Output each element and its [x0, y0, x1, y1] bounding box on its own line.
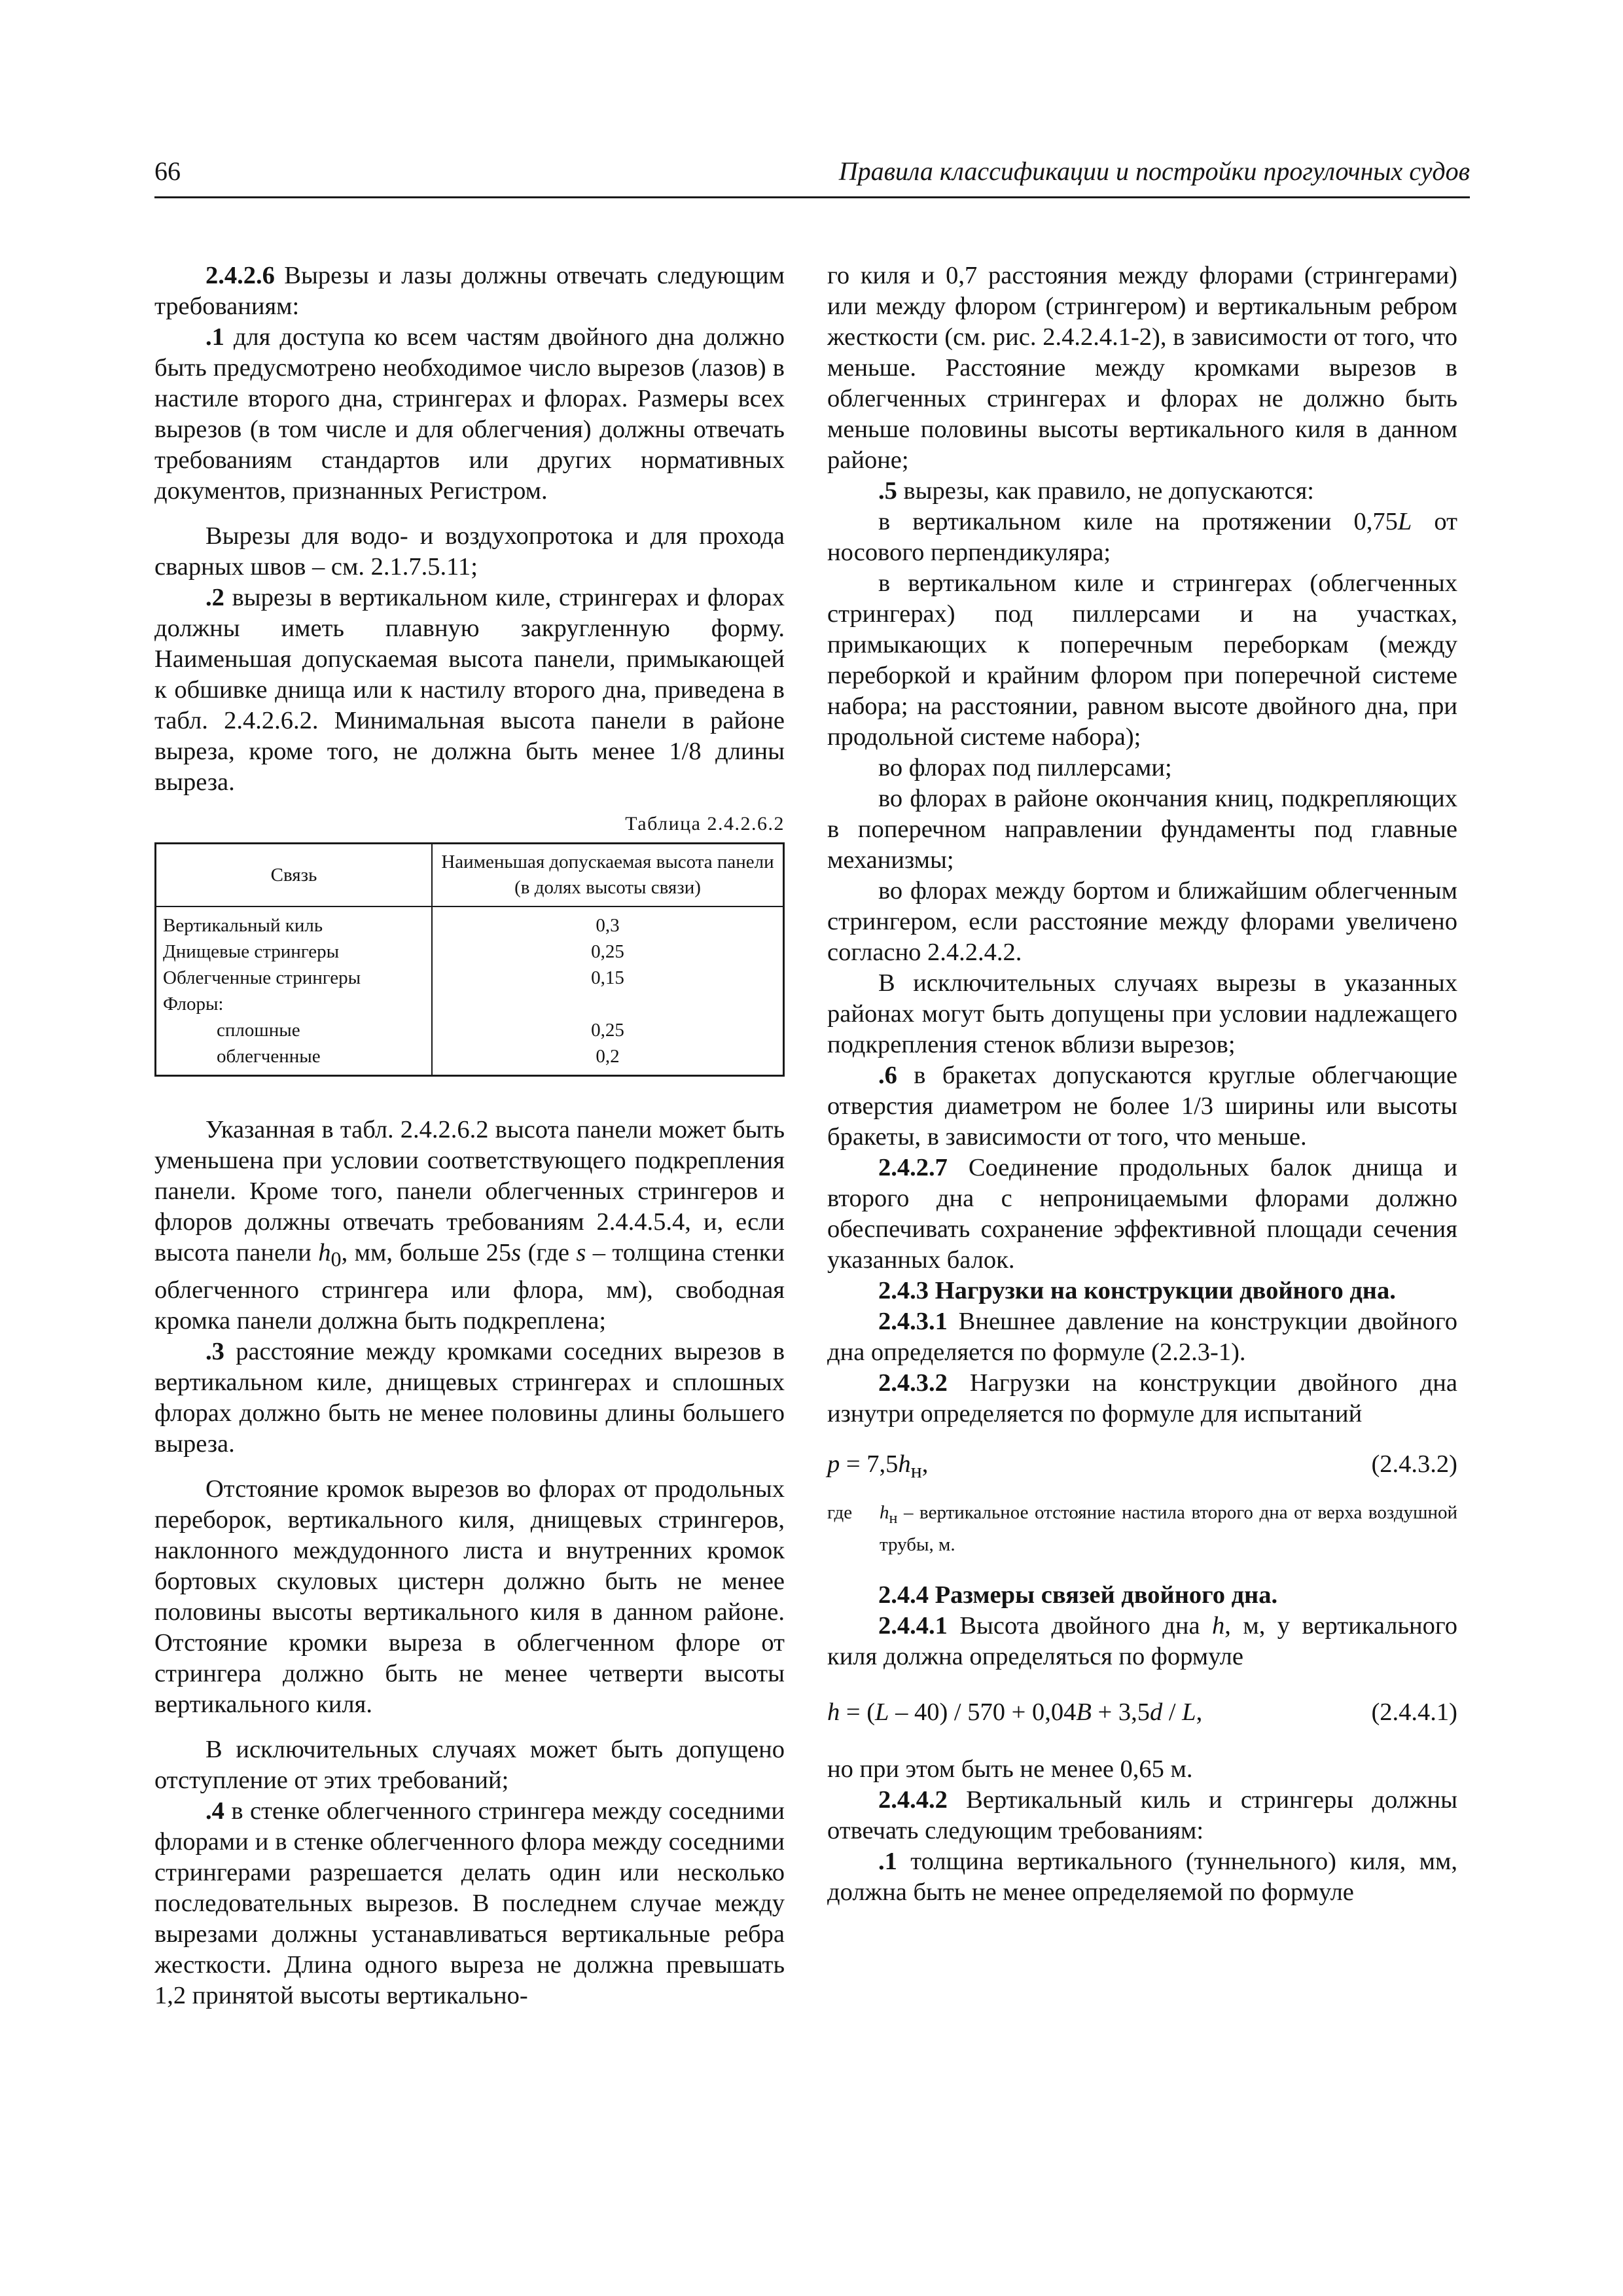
- paragraph: Отстояние кромок вырезов во флорах от продольных переборок, вертикального киля, днищевых стрингеров, наклонного междудонного листа и внутренних кромок бортовых скуловых цистерн должно быть не менее половины высоты вертикального киля в данном районе. Отстояние кромки выреза в облегченном флоре от стрингера должно быть не менее четверти высоты вертикального киля.: [154, 1475, 785, 1718]
- paragraph: в вертикальном киле и стрингерах (облегченных стрингерах) под пиллерсами и на участках, примыкающих к поперечным переборкам (между переборкой и крайним флором при поперечной системе набора; на расстоянии, равном высоте двойного дна, при продольной системе набора);: [827, 569, 1457, 751]
- page-number: 66: [154, 156, 181, 186]
- clause-number: 2.4.2.6: [205, 262, 275, 289]
- table-row: Днищевые стрингеры 0,25: [156, 939, 784, 965]
- item-number: .4: [205, 1797, 224, 1825]
- item-number: .1: [878, 1847, 897, 1875]
- paragraph: .1 толщина вертикального (туннельного) киля, мм, должна быть не менее определяемой по формуле: [827, 1847, 1457, 1906]
- item-number: .1: [205, 323, 224, 351]
- paragraph: во флорах между бортом и ближайшим облегченным стрингером, если расстояние между флорами увеличено согласно 2.4.2.4.2.: [827, 877, 1457, 966]
- table-row: облегченные 0,2: [156, 1043, 784, 1076]
- running-title: Правила классификации и постройки прогулочных судов: [838, 156, 1470, 186]
- paragraph: го киля и 0,7 расстояния между флорами (стрингерами) или между флором (стрингером) и вертикальным ребром жесткости (см. рис. 2.4.2.4.1-2), в зависимости от того, что меньше. Расстояние между кромками вырезов в облегченных стрингерах и флорах не должно быть меньше половины высоты вертикального киля в данном районе;: [827, 262, 1457, 474]
- item-number: .5: [878, 477, 897, 505]
- table-caption: Таблица 2.4.2.6.2: [625, 813, 785, 834]
- page-header: [154, 156, 1470, 198]
- paragraph: .5 вырезы, как правило, не допускаются:: [878, 477, 1315, 505]
- paragraph: .1 для доступа ко всем частям двойного дна должно быть предусмотрено необходимое число вырезов (лазов) в настиле второго дна, стрингерах и флорах. Размеры всех вырезов (в том числе и для облегчения) должны отвечать требованиям стандартов или других нормативных документов, признанных Регистром.: [154, 323, 785, 505]
- table-row: сплошные 0,25: [156, 1017, 784, 1043]
- left-column: [154, 260, 785, 2011]
- paragraph: в вертикальном киле на протяжении 0,75L от носового перпендикуляра;: [827, 508, 1457, 566]
- formula-expression: h = (L – 40) / 570 + 0,04B + 3,5d / L,: [827, 1698, 1203, 1726]
- paragraph: Указанная в табл. 2.4.2.6.2 высота панели может быть уменьшена при условии соответствующего подкрепления панели. Кроме того, панели облегченных стрингеров и флоров должны отвечать требованиям 2.4.4.5.4, и, если высота панели $h_0$, мм, больше 25s (где s – толщина стенки облегченного стрингера или флора, мм), свободная кромка панели должна быть подкреплена;: [154, 1116, 785, 1335]
- paragraph: 2.4.4.2 Вертикальный киль и стрингеры должны отвечать следующим требованиям:: [827, 1785, 1457, 1844]
- paragraph: 2.4.2.6 Вырезы и лазы должны отвечать следующим требованиям:: [154, 262, 785, 320]
- formula-expression: $p = 7,5h_н$,: [827, 1450, 929, 1482]
- clause-number: 2.4.4.1: [878, 1611, 948, 1640]
- table-row: Флоры:: [156, 991, 784, 1017]
- paragraph: во флорах под пиллерсами;: [878, 754, 1172, 781]
- data-table: [154, 842, 785, 1077]
- paragraph: .6 в бракетах допускаются круглые облегчающие отверстия диаметром не более 1/3 ширины или высоты бракеты, в зависимости от того, что меньше.: [827, 1062, 1457, 1151]
- table-header-height: Наименьшая допускаемая высота панели (в долях высоты связи): [432, 844, 784, 907]
- right-column: [827, 260, 1457, 1908]
- item-number: .2: [205, 584, 224, 611]
- formula-2-4-4-1: [827, 1697, 1457, 1728]
- table-row: Облегченные стрингеры 0,15: [156, 965, 784, 991]
- item-number: .3: [205, 1337, 224, 1365]
- item-number: .6: [878, 1062, 897, 1089]
- formula-number: (2.4.4.1): [1371, 1698, 1457, 1726]
- formula-legend: где $h_н$ – вертикальное отстояние настила второго дна от верха воздушной трубы, м.: [827, 1502, 1457, 1555]
- table-row: Вертикальный киль 0,3: [156, 906, 784, 939]
- formula-number: (2.4.3.2): [1371, 1450, 1457, 1478]
- clause-number: 2.4.3.1: [878, 1308, 948, 1335]
- paragraph: 2.4.4.1 Высота двойного дна h, м, у вертикального киля должна определяться по формуле: [827, 1611, 1457, 1670]
- clause-number: 2.4.2.7: [878, 1154, 948, 1181]
- paragraph: В исключительных случаях вырезы в указанных районах могут быть допущены при условии надлежащего подкрепления стенок вблизи вырезов;: [827, 969, 1457, 1058]
- paragraph: 2.4.2.7 Соединение продольных балок днища и второго дна с непроницаемыми флорами должно обеспечивать сохранение эффективной площади сечения указанных балок.: [827, 1154, 1457, 1274]
- paragraph: .3 расстояние между кромками соседних вырезов в вертикальном киле, днищевых стрингерах и сплошных флорах должно быть не менее половины длины большего выреза.: [154, 1337, 785, 1458]
- clause-number: 2.4.4.2: [878, 1785, 948, 1814]
- paragraph: во флорах в районе окончания книц, подкрепляющих в поперечном направлении фундаменты под главные механизмы;: [827, 785, 1457, 874]
- table-header-link: Связь: [156, 844, 433, 907]
- section-heading: 2.4.3 Нагрузки на конструкции двойного дна.: [878, 1277, 1396, 1304]
- paragraph: В исключительных случаях может быть допущено отступление от этих требований;: [154, 1735, 785, 1794]
- paragraph: 2.4.3.1 Внешнее давление на конструкции двойного дна определяется по формуле (2.2.3-1).: [827, 1308, 1457, 1366]
- paragraph: Вырезы для водо- и воздухопротока и для прохода сварных швов – см. 2.1.7.5.11;: [154, 522, 785, 581]
- clause-number: 2.4.3.2: [878, 1369, 948, 1397]
- paragraph: 2.4.3.2 Нагрузки на конструкции двойного дна изнутри определяется по формуле для испытаний: [827, 1369, 1457, 1427]
- section-heading: 2.4.4 Размеры связей двойного дна.: [878, 1581, 1278, 1609]
- paragraph: но при этом быть не менее 0,65 м.: [827, 1755, 1193, 1783]
- paragraph: .4 в стенке облегченного стрингера между соседними флорами и в стенке облегченного флора между соседними стрингерами разрешается делать один или несколько последовательных вырезов. В последнем случае между вырезами должны устанавливаться вертикальные ребра жесткости. Длина одного выреза не должна превышать 1,2 принятой высоты вертикально-: [154, 1797, 785, 2009]
- formula-2-4-3-2: [827, 1449, 1457, 1480]
- paragraph: .2 вырезы в вертикальном киле, стрингерах и флорах должны иметь плавную закругленную форму. Наименьшая допускаемая высота панели, примыкающей к обшивке днища или к настилу второго дна, приведена в табл. 2.4.2.6.2. Минимальная высота панели в районе выреза, кроме того, не должна быть менее 1/8 длины выреза.: [154, 584, 785, 796]
